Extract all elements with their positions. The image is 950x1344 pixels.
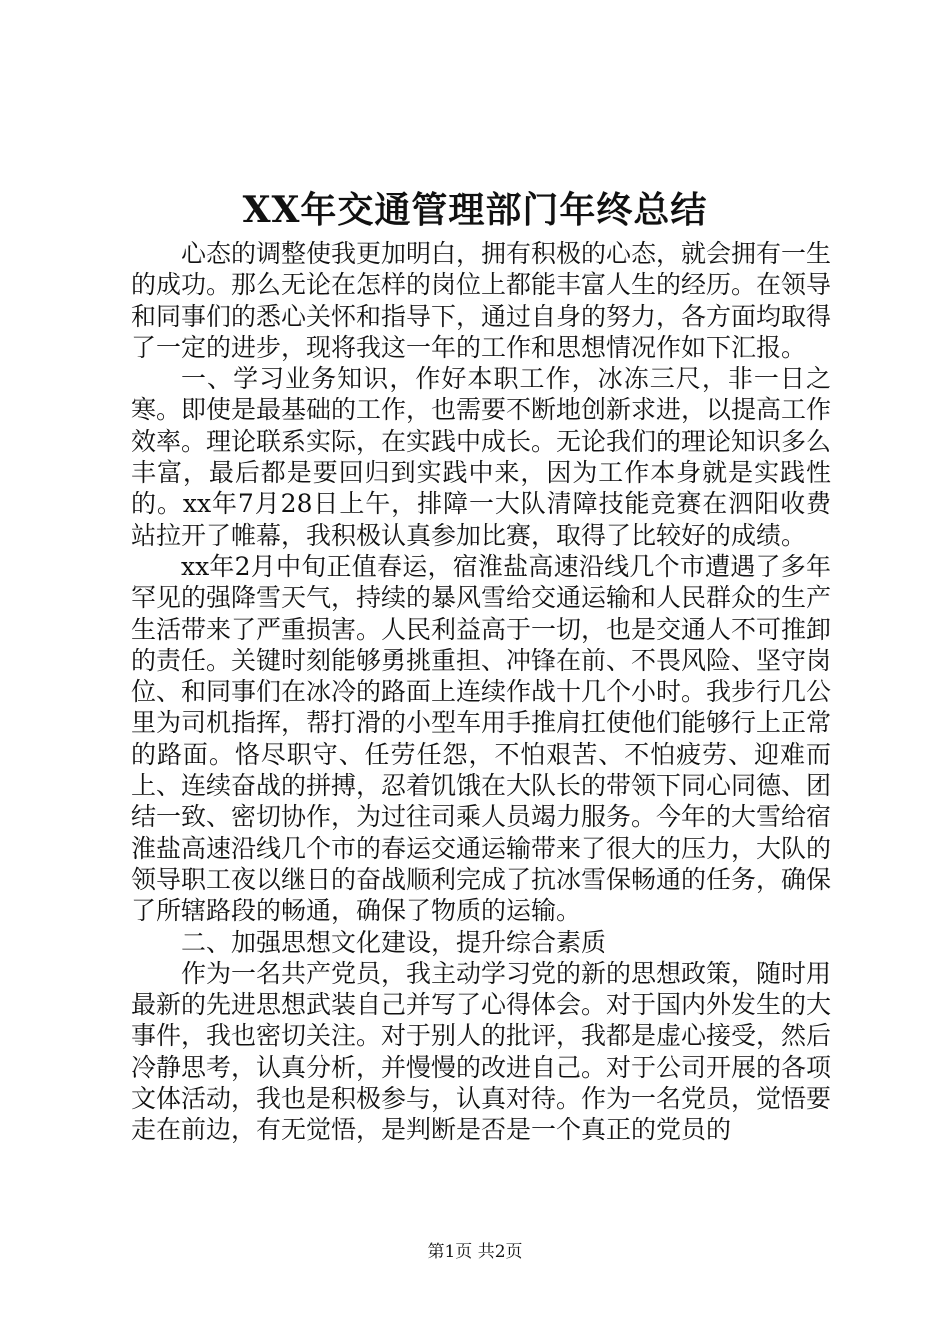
paragraph-section-one: 一、学习业务知识，作好本职工作，冰冻三尺，非一日之寒。即使是最基础的工作，也需要不断地创新求进，以提高工作效率。理论联系实际，在实践中成长。无论我们的理论知识多么丰富，最后都是要回归到实践中来，因为工作本身就是实践性的。xx年7月28日上午，排障一大队清障技能竞赛在泗阳收费站拉开了帷幕，我积极认真参加比赛，取得了比较好的成绩。: [131, 364, 832, 550]
paragraph-intro: 心态的调整使我更加明白，拥有积极的心态，就会拥有一生的成功。那么无论在怎样的岗位上都能丰富人生的经历。在领导和同事们的悉心关怀和指导下，通过自身的努力，各方面均取得了一定的进步，现将我这一年的工作和思想情况作如下汇报。: [131, 239, 832, 362]
section-heading-two: 二、加强思想文化建设，提升综合素质: [181, 927, 607, 957]
paragraph-spring-festival: xx年2月中旬正值春运，宿淮盐高速沿线几个市遭遇了多年罕见的强降雪天气，持续的暴风雪给交通运输和人民群众的生产生活带来了严重损害。人民利益高于一切，也是交通人不可推卸的责任。关键时刻能够勇挑重担、冲锋在前、不畏风险、坚守岗位、和同事们在冰冷的路面上连续作战十几个小时。我步行几公里为司机指挥，帮打滑的小型车用手推肩扛使他们能够行上正常的路面。恪尽职守、任劳任怨，不怕艰苦、不怕疲劳、迎难而上、连续奋战的拼搏，忍着饥饿在大队长的带领下同心同德、团结一致、密切协作，为过往司乘人员竭力服务。今年的大雪给宿淮盐高速沿线几个市的春运交通运输带来了很大的压力，大队的领导职工夜以继日的奋战顺利完成了抗冰雪保畅通的任务，确保了所辖路段的畅通，确保了物质的运输。: [131, 551, 832, 926]
document-body: [131, 238, 831, 1146]
page-number-footer: 第1页 共2页: [427, 1242, 523, 1262]
document-title: XX年交通管理部门年终总结: [242, 189, 708, 231]
paragraph-party-member: 作为一名共产党员，我主动学习党的新的思想政策，随时用最新的先进思想武装自己并写了心得体会。对于国内外发生的大事件，我也密切关注。对于别人的批评，我都是虚心接受，然后冷静思考，认真分析，并慢慢的改进自己。对于公司开展的各项文体活动，我也是积极参与，认真对待。作为一名党员，觉悟要走在前边，有无觉悟，是判断是否是一个真正的党员的: [131, 958, 832, 1145]
